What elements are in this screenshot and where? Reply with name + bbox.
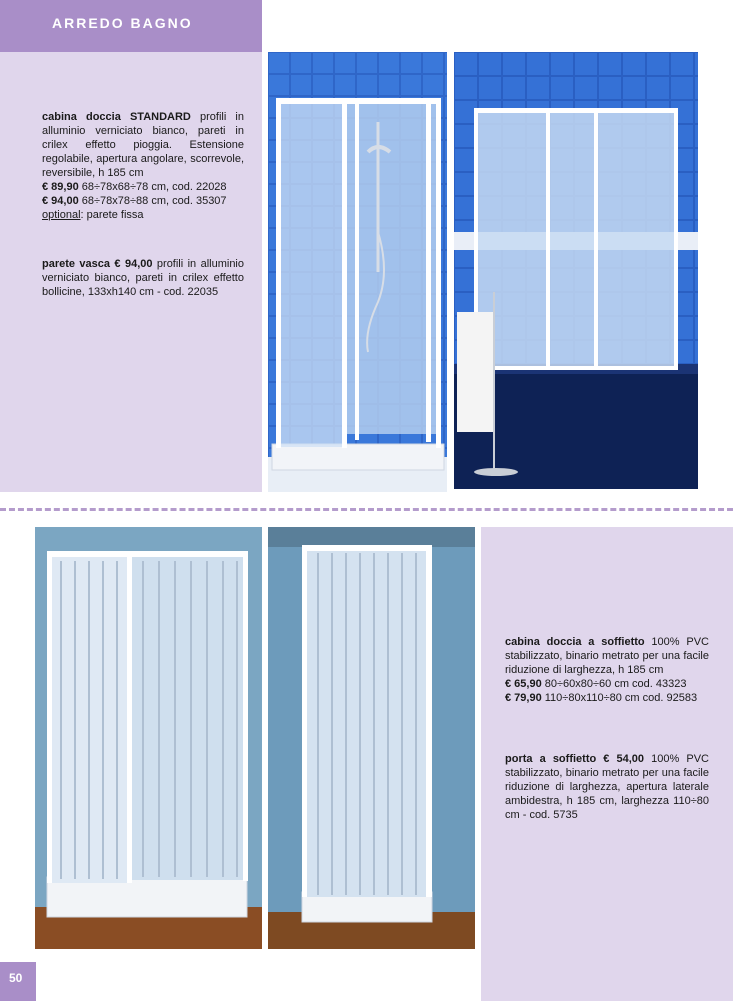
product-name: cabina doccia STANDARD <box>42 111 191 123</box>
photo-cabina-standard <box>268 52 447 492</box>
product-description: profili in alluminio verniciato bianco, pareti in crilex effetto pioggia. Estensione regolabile, apertura angolare, scorrevole, reversibile, h 185 cm <box>42 111 244 179</box>
optional-label: optional <box>42 209 81 221</box>
product-name: porta a soffietto € 54,00 <box>505 753 645 765</box>
product-description: profili in alluminio verniciato bianco, pareti in crilex effetto bollicine, 133xh140 cm - cod. 22035 <box>42 258 244 298</box>
variant-price: € 65,90 <box>505 678 542 690</box>
photo-porta-soffietto <box>268 527 475 949</box>
section-header <box>0 0 262 52</box>
optional-text: : parete fissa <box>80 209 144 221</box>
section-divider <box>0 508 733 511</box>
variant-price: € 79,90 <box>505 692 542 704</box>
variant-price: € 94,00 <box>42 195 79 207</box>
product-parete-vasca <box>42 257 244 299</box>
variant-spec: 68÷78x78÷88 cm, cod. 35307 <box>78 195 227 207</box>
product-cabina-soffietto <box>505 635 709 705</box>
product-name: cabina doccia a soffietto <box>505 636 645 648</box>
variant-price: € 89,90 <box>42 181 79 193</box>
variant-spec: 80÷60x80÷60 cm cod. 43323 <box>541 678 687 690</box>
product-name: parete vasca € 94,00 <box>42 258 153 270</box>
product-porta-soffietto <box>505 752 709 822</box>
product-description: 100% PVC stabilizzato, binario metrato per una facile riduzione di larghezza, apertura laterale ambidestra, h 185 cm, larghezza 110÷80 cm - cod. 5735 <box>505 753 709 821</box>
section-title: ARREDO BAGNO <box>52 15 193 31</box>
variant-spec: 110÷80x110÷80 cm cod. 92583 <box>541 692 698 704</box>
photo-parete-vasca <box>454 52 698 489</box>
product-cabina-standard <box>42 110 244 222</box>
variant-spec: 68÷78x68÷78 cm, cod. 22028 <box>78 181 227 193</box>
photo-cabina-soffietto <box>35 527 262 949</box>
product-description: 100% PVC stabilizzato, binario metrato per una facile riduzione di larghezza, h 185 cm <box>505 636 709 676</box>
page-number: 50 <box>9 971 23 985</box>
page-number-badge <box>0 962 36 1001</box>
